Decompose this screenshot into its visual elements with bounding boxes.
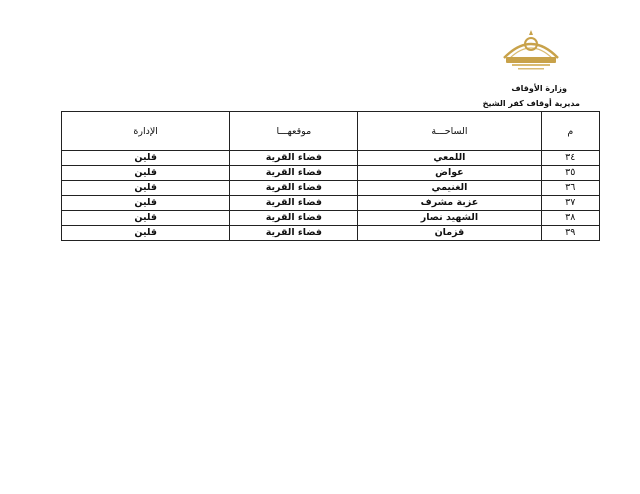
cell-number: ٣٦ (541, 181, 599, 196)
squares-table (61, 111, 600, 241)
ministry-logo (498, 24, 564, 78)
table-row (62, 181, 600, 196)
cell-number: ٣٥ (541, 166, 599, 181)
cell-number: ٣٧ (541, 196, 599, 211)
column-header-location: موقعهـــا (230, 112, 358, 151)
cell-location: فضاء القرية (230, 166, 358, 181)
cell-number: ٣٩ (541, 226, 599, 241)
cell-square: عزبة مشرف (358, 196, 541, 211)
column-header-administration: الإدارة (62, 112, 230, 151)
cell-number: ٣٤ (541, 151, 599, 166)
cell-square: قزمان (358, 226, 541, 241)
cell-location: فضاء القرية (230, 196, 358, 211)
table-row (62, 151, 600, 166)
cell-location: فضاء القرية (230, 151, 358, 166)
cell-administration: قلين (62, 181, 230, 196)
cell-administration: قلين (62, 211, 230, 226)
cell-square: عواض (358, 166, 541, 181)
cell-location: فضاء القرية (230, 181, 358, 196)
cell-administration: قلين (62, 226, 230, 241)
cell-square: الشهيد نصار (358, 211, 541, 226)
cell-location: فضاء القرية (230, 211, 358, 226)
cell-number: ٣٨ (541, 211, 599, 226)
table-row (62, 196, 600, 211)
table-header-row (62, 112, 600, 151)
cell-administration: قلين (62, 166, 230, 181)
table-row (62, 226, 600, 241)
ministry-name: وزارة الأوقاف (511, 84, 567, 93)
table-row (62, 166, 600, 181)
cell-administration: قلين (62, 196, 230, 211)
cell-administration: قلين (62, 151, 230, 166)
column-header-square: الساحـــة (358, 112, 541, 151)
cell-square: اللمعي (358, 151, 541, 166)
table-row (62, 211, 600, 226)
directorate-name: مديرية أوقاف كفر الشيخ (482, 99, 580, 108)
cell-square: الغنيمي (358, 181, 541, 196)
cell-location: فضاء القرية (230, 226, 358, 241)
column-header-number: م (541, 112, 599, 151)
